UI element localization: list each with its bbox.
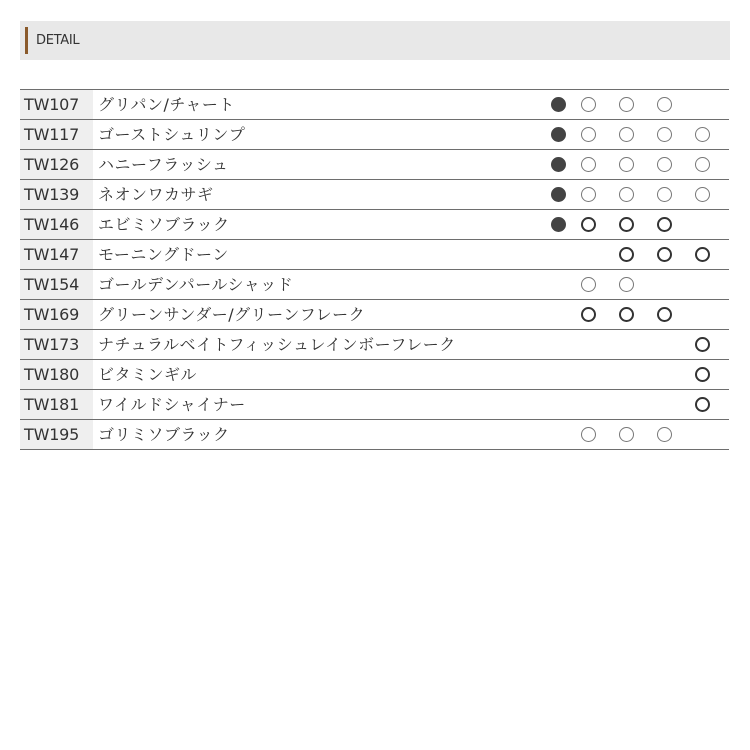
table-row — [20, 210, 729, 240]
color-name: グリパン/チャート — [98, 95, 235, 114]
color-spec-table — [20, 89, 729, 450]
open-circle-icon — [657, 427, 672, 442]
open-circle-icon — [619, 427, 634, 442]
open-circle-icon — [619, 277, 634, 292]
product-code: TW154 — [20, 270, 93, 299]
open-circle-icon — [581, 217, 596, 232]
filled-dot-icon — [551, 217, 566, 232]
table-row — [20, 180, 729, 210]
open-circle-icon — [695, 247, 710, 262]
product-code: TW195 — [20, 420, 93, 449]
table-row — [20, 330, 729, 360]
open-circle-icon — [657, 187, 672, 202]
table-row — [20, 360, 729, 390]
table-row — [20, 240, 729, 270]
table-row — [20, 120, 729, 150]
color-name: ゴールデンパールシャッド — [98, 275, 294, 294]
open-circle-icon — [619, 217, 634, 232]
color-name: ネオンワカサギ — [98, 185, 214, 204]
filled-dot-icon — [551, 157, 566, 172]
open-circle-icon — [581, 157, 596, 172]
open-circle-icon — [581, 427, 596, 442]
header-accent-bar — [25, 27, 28, 54]
open-circle-icon — [657, 307, 672, 322]
open-circle-icon — [619, 157, 634, 172]
open-circle-icon — [695, 157, 710, 172]
open-circle-icon — [581, 127, 596, 142]
product-code: TW146 — [20, 210, 93, 239]
open-circle-icon — [657, 97, 672, 112]
product-code: TW147 — [20, 240, 93, 269]
open-circle-icon — [695, 397, 710, 412]
color-name: ハニーフラッシュ — [98, 155, 229, 174]
table-row — [20, 90, 729, 120]
open-circle-icon — [581, 97, 596, 112]
filled-dot-icon — [551, 97, 566, 112]
color-name: エビミソブラック — [98, 215, 230, 234]
color-name: ビタミンギル — [98, 365, 197, 384]
open-circle-icon — [695, 367, 710, 382]
open-circle-icon — [619, 127, 634, 142]
product-code: TW181 — [20, 390, 93, 419]
product-code: TW107 — [20, 90, 93, 119]
table-row — [20, 420, 729, 450]
detail-header — [20, 21, 730, 60]
open-circle-icon — [657, 157, 672, 172]
table-row — [20, 150, 729, 180]
product-code: TW126 — [20, 150, 93, 179]
color-name: ナチュラルベイトフィッシュレインボーフレーク — [98, 335, 456, 354]
open-circle-icon — [695, 187, 710, 202]
color-name: ゴリミソブラック — [98, 425, 230, 444]
detail-title: DETAIL — [36, 33, 80, 48]
open-circle-icon — [695, 127, 710, 142]
color-name: グリーンサンダー/グリーンフレーク — [98, 305, 366, 324]
table-row — [20, 270, 729, 300]
filled-dot-icon — [551, 187, 566, 202]
open-circle-icon — [619, 307, 634, 322]
product-code: TW169 — [20, 300, 93, 329]
product-code: TW139 — [20, 180, 93, 209]
open-circle-icon — [581, 187, 596, 202]
open-circle-icon — [657, 247, 672, 262]
open-circle-icon — [619, 97, 634, 112]
open-circle-icon — [657, 127, 672, 142]
color-name: ゴーストシュリンプ — [98, 125, 246, 144]
open-circle-icon — [581, 277, 596, 292]
product-code: TW180 — [20, 360, 93, 389]
table-row — [20, 390, 729, 420]
color-name: ワイルドシャイナー — [98, 395, 246, 414]
open-circle-icon — [619, 247, 634, 262]
color-name: モーニングドーン — [98, 245, 229, 264]
filled-dot-icon — [551, 127, 566, 142]
table-row — [20, 300, 729, 330]
open-circle-icon — [581, 307, 596, 322]
open-circle-icon — [695, 337, 710, 352]
product-code: TW173 — [20, 330, 93, 359]
open-circle-icon — [657, 217, 672, 232]
product-code: TW117 — [20, 120, 93, 149]
open-circle-icon — [619, 187, 634, 202]
